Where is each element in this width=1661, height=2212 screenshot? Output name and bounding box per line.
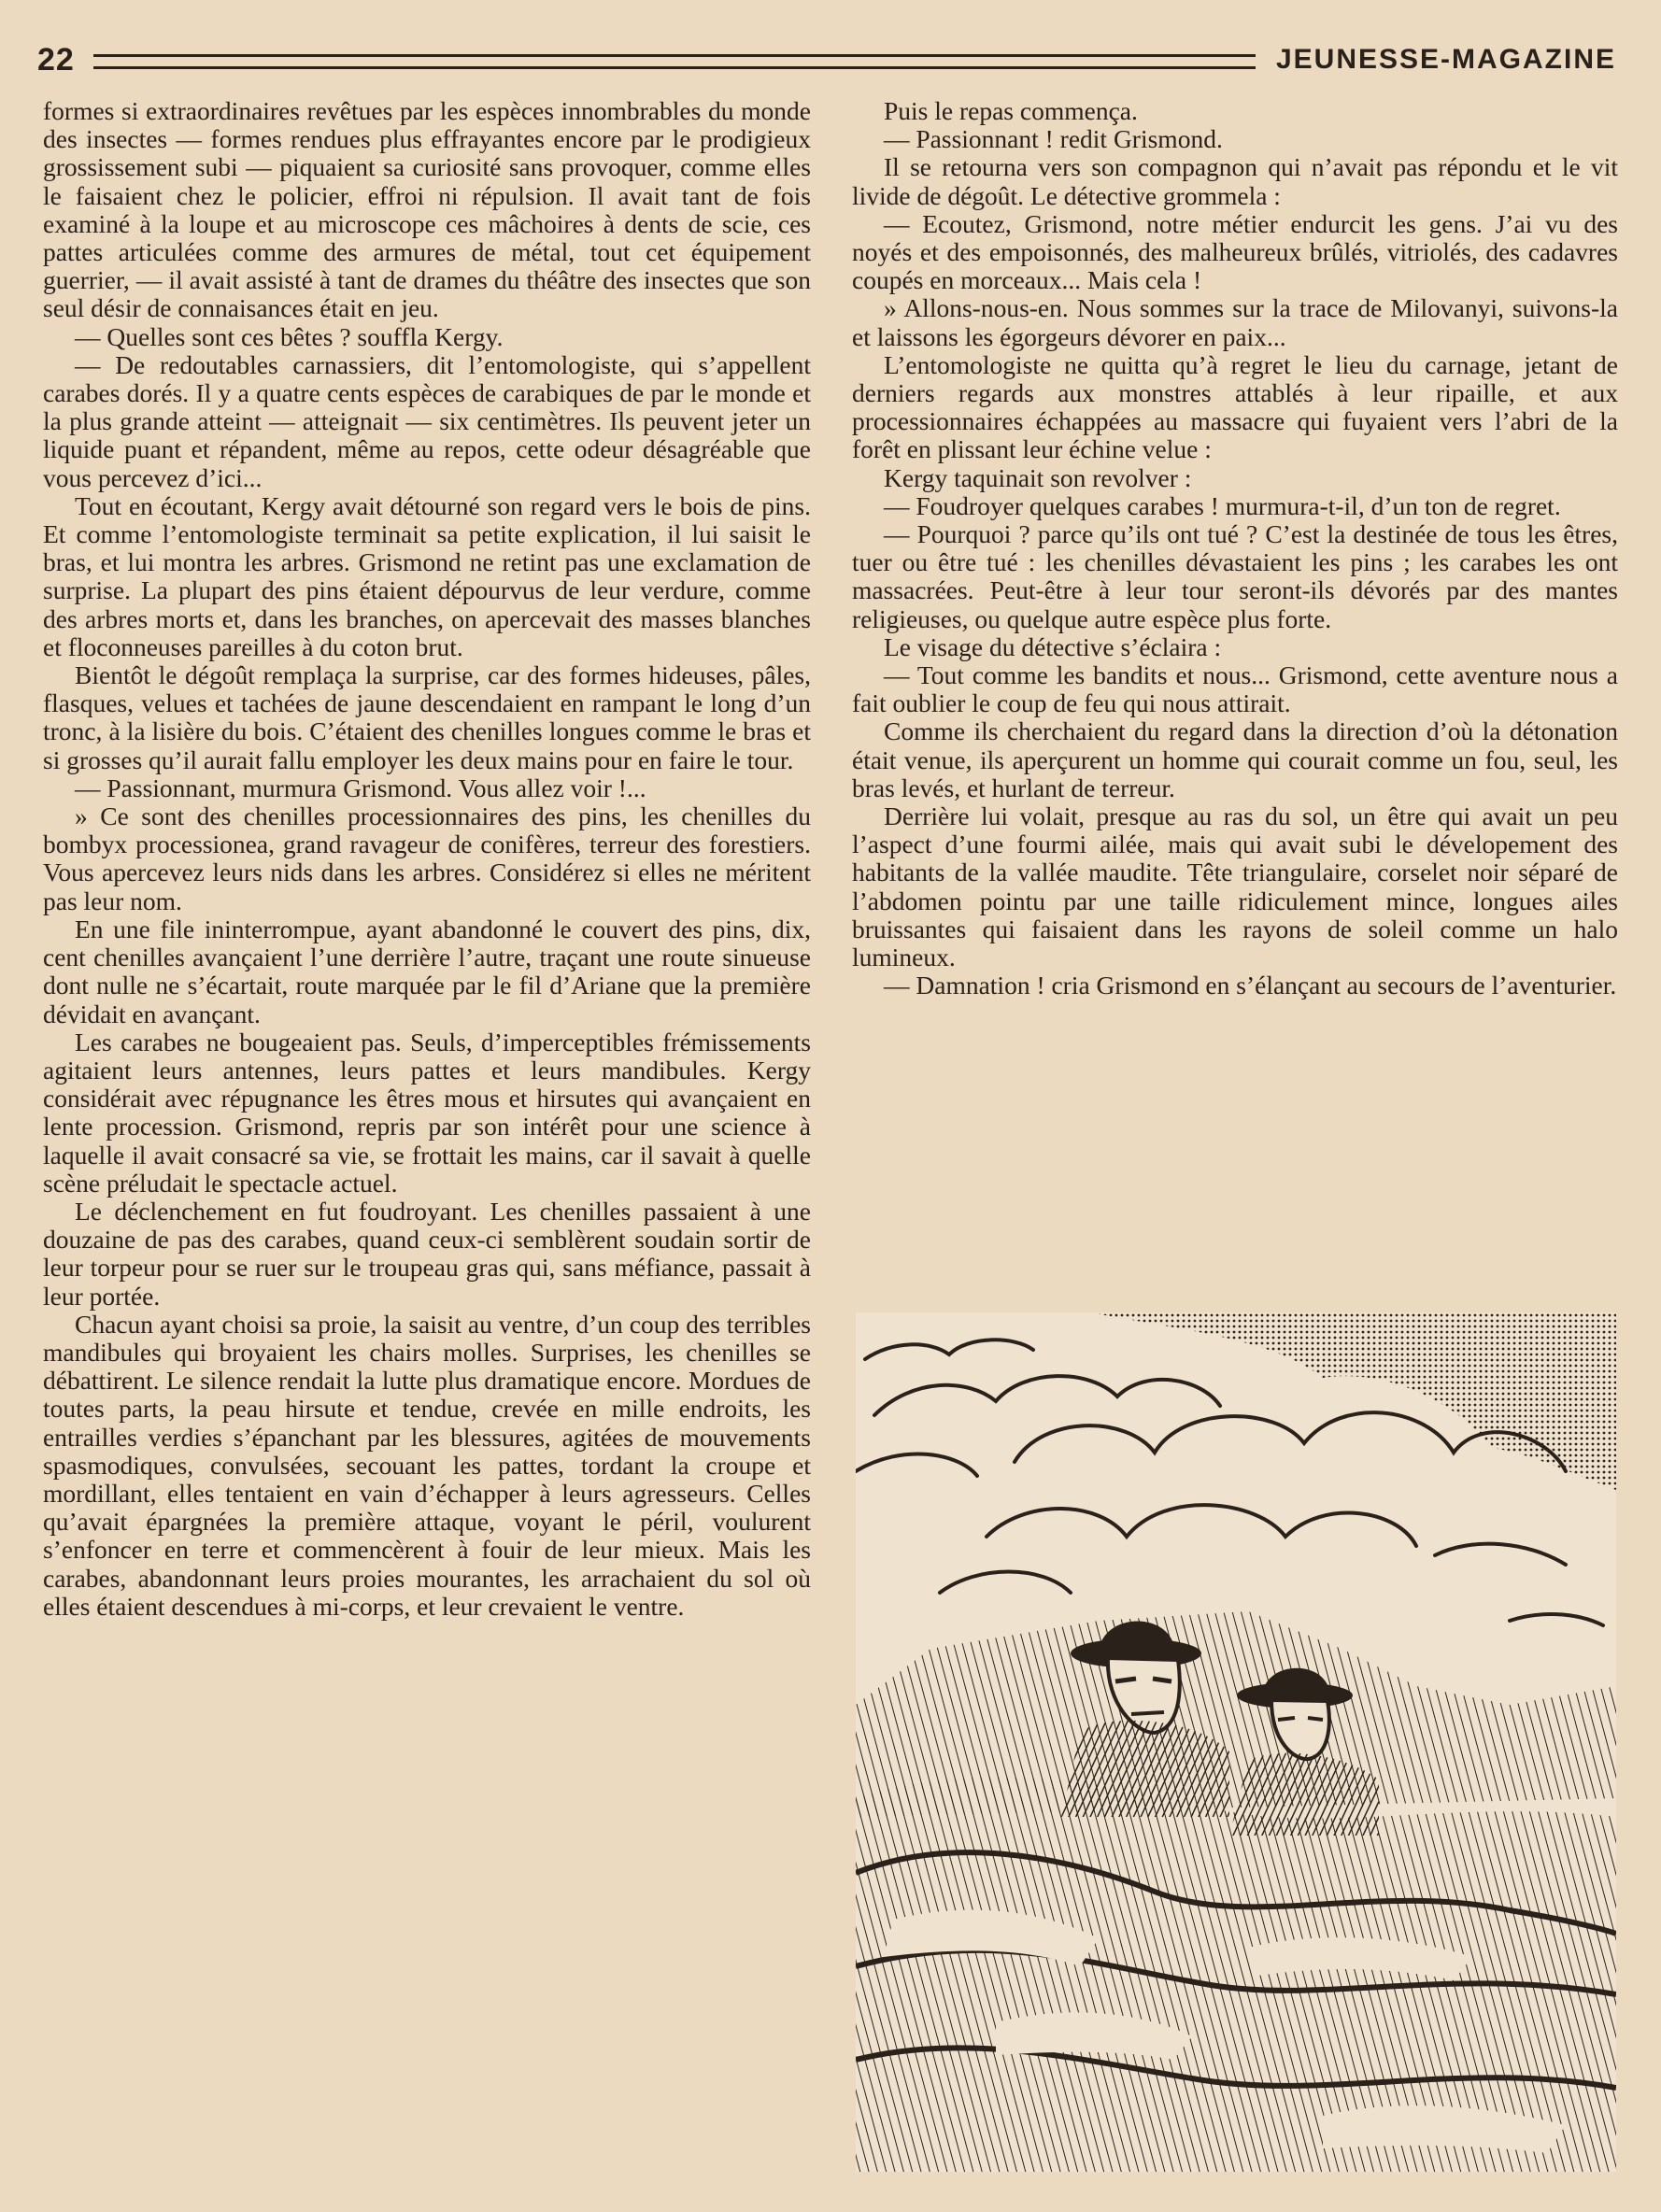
paragraph: — Tout comme les bandits et nous... Grismond, cette aventure nous a fait oublier le coup de feu qui nous attirait. [852,660,1618,718]
paragraph: En une file ininterrompue, ayant abandonné le couvert des pins, dix, cent chenilles avançaient l’une derrière l’autre, traçant une route sinueuse dont nulle ne s’écartait, route marquée par le fil d’Ariane que la première dévidait en avançant. [43,914,811,1028]
illustration-two-men-behind-dunes [856,1312,1616,2172]
paragraph: » Ce sont des chenilles processionnaires des pins, les chenilles du bombyx processionea, grand ravageur de conifères, terreur des forestiers. Vous apercevez leurs nids dans les arbres. Considérez si elles ne méritent pas leur nom. [43,801,811,915]
paragraph: — Passionnant ! redit Grismond. [884,124,1223,154]
paragraph: L’entomologiste ne quitta qu’à regret le lieu du carnage, jetant de derniers regards aux monstres attablés à leur ripaille, et aux processionnaires échappées au massacre qui fuyaient vers l’abri de la forêt en plissant leur échine velue : [852,349,1618,464]
illustration-drawing [856,1312,1616,2172]
paragraph: — Ecoutez, Grismond, notre métier endurcit les gens. J’ai vu des noyés et des empoisonnés, des malheureux brûlés, vitriolés, des cadavres coupés en morceaux... Mais cela ! [852,208,1618,295]
magazine-title: JEUNESSE-MAGAZINE [1275,44,1616,75]
paragraph: — Foudroyer quelques carabes ! murmura-t-il, d’un ton de regret. [884,490,1561,520]
paragraph: formes si extraordinaires revêtues par les espèces innombrables du monde des insectes — formes rendues plus effrayantes encore par le prodigieux grossissement subi — piquaient sa curiosité sans provoquer, comme elles le faisaient chez le policier, effroi ni répulsion. Il avait tant de fois examiné à la loupe et au microscope ces mâchoires à dents de scie, ces pattes articulées comme des armures de métal, tout cet équipement guerrier, — il avait assisté à tant de drames du théâtre des insectes que son seul désir de connaisances était en jeu. [43,96,811,323]
paragraph: — Quelles sont ces bêtes ? souffla Kergy. [75,321,504,351]
paragraph: Comme ils cherchaient du regard dans la direction d’où la détonation était venue, ils aperçurent un homme qui courait comme un fou, seul, les bras levés, et hurlant de terreur. [852,716,1618,802]
paragraph: — Passionnant, murmura Grismond. Vous allez voir !... [75,773,646,802]
paragraph: Bientôt le dégoût remplaça la surprise, car des formes hideuses, pâles, flasques, velues et tachées de jaune descendaient en rampant le long d’un tronc, à la lisière du bois. C’étaient des chenilles longues comme le bras et si grosses qu’il aurait fallu employer les deux mains pour en faire le tour. [43,660,811,774]
right-column [852,97,1618,1000]
paragraph: — Pourquoi ? parce qu’ils ont tué ? C’est la destinée de tous les êtres, tuer ou être tué : les chenilles dévastaient les pins ; les carabes les ont massacrées. Peut-être à leur tour seront-ils dévorés par des mantes religieuses, ou quelque autre espèce plus forte. [852,519,1618,633]
paragraph: Tout en écoutant, Kergy avait détourné son regard vers le bois de pins. Et comme l’entomologiste terminait sa petite explication, il lui saisit le bras, et lui montra les arbres. Grismond ne retint pas une exclamation de surprise. La plupart des pins étaient dépourvus de leur verdure, comme des arbres morts et, dans les branches, on apercevait des masses blanches et floconneuses pareilles à du coton brut. [43,490,811,661]
paragraph: — Damnation ! cria Grismond en s’élançant au secours de l’aventurier. [884,971,1617,1000]
paragraph: Kergy taquinait son revolver : [884,462,1192,492]
header-rule [93,54,1256,69]
paragraph: Il se retourna vers son compagnon qui n’avait pas répondu et le vit livide de dégoût. Le détective grommela : [852,152,1618,210]
paragraph: — De redoutables carnassiers, dit l’entomologiste, qui s’appellent carabes dorés. Il y a quatre cents espèces de carabiques de par le monde et la plus grande atteint — atteignait — six centimètres. Ils peuvent jeter un liquide puant et répandent, même au repos, cette odeur désagréable que vous percevez d’ici... [43,349,811,492]
paragraph: Les carabes ne bougeaient pas. Seuls, d’imperceptibles frémissements agitaient leurs antennes, leurs pattes et leurs mandibules. Kergy considérait avec répugnance les êtres mous et hirsutes qui avançaient en lente procession. Grismond, repris par son intérêt pour une science à laquelle il avait consacré sa vie, se frottait les mains, car il savait à quelle scène préludait le spectacle actuel. [43,1027,811,1198]
paragraph: Le déclenchement en fut foudroyant. Les chenilles passaient à une douzaine de pas des carabes, quand ceux-ci semblèrent soudain sortir de leur torpeur pour se ruer sur le troupeau gras qui, sans méfiance, passait à leur portée. [43,1196,811,1311]
page-header [37,41,1616,78]
paragraph: Le visage du détective s’éclaira : [884,631,1222,661]
paragraph: Chacun ayant choisi sa proie, la saisit au ventre, d’un coup des terribles mandibules qui broyaient les chairs molles. Surprises, les chenilles se débattirent. Le silence rendait la lutte plus dramatique encore. Mordues de toutes parts, la peau hirsute et tendue, crevée en mille endroits, les entrailles verdies s’épanchant par les blessures, agitées de mouvements spasmodiques, convulsées, secouant les pattes, tordant la croupe et mordillant, elles tentaient en vain d’échapper à leurs agresseurs. Celles qu’avait épargnées la première attaque, voyant le péril, voulurent s’enfoncer en terre et commencèrent à fouir de leur mieux. Mais les carabes, abandonnant leurs proies mourantes, les arrachaient du sol où elles étaient descendues à mi-corps, et leur crevaient le ventre. [43,1309,811,1621]
paragraph: » Allons-nous-en. Nous sommes sur la trace de Milovanyi, suivons-la et laissons les égorgeurs dévorer en paix... [852,293,1618,351]
page-number: 22 [37,41,75,78]
paragraph: Derrière lui volait, presque au ras du sol, un être qui avait un peu l’aspect d’une fourmi ailée, mais qui avait subi le dévelopement des habitants de la vallée maudite. Tête triangulaire, corselet noir séparé de l’abdomen pointu par une taille ridiculement mince, longues ailes bruissantes qui faisaient dans les rayons de soleil comme un halo lumineux. [852,801,1618,972]
paragraph: Puis le repas commença. [884,96,1138,125]
left-column [43,97,811,1621]
